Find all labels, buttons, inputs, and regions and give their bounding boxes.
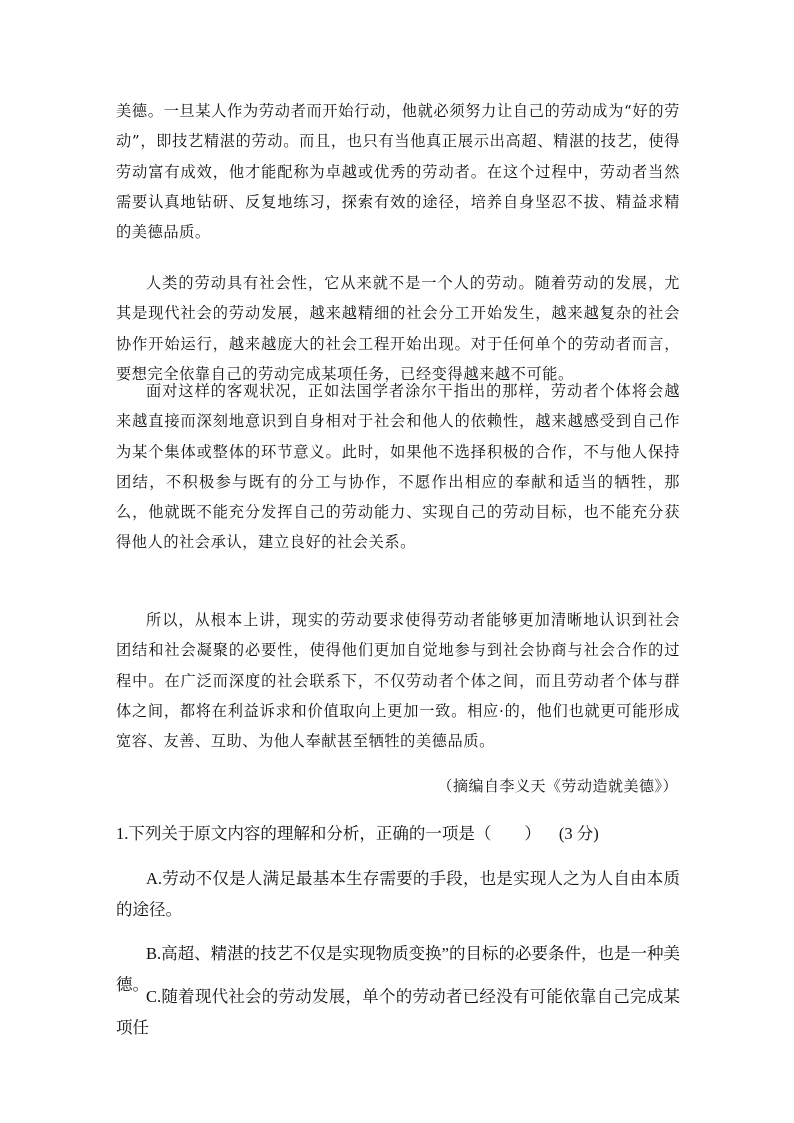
option-c: C.随着现代社会的劳动发展，单个的劳动者已经没有可能依靠自己完成某项任 bbox=[116, 987, 680, 1037]
passage-source: （摘编自李义天《劳动造就美德》） bbox=[437, 777, 678, 795]
passage-paragraph-4: 所以，从根本上讲，现实的劳动要求使得劳动者能够更加清晰地认识到社会团结和社会凝聚的必要性，使得他们更加自觉地参与到社会协商与社会合作的过程中。在广泛而深度的社会联系下，不仅劳动者个体之间，而且劳动者个体与群体之间，都将在利益诉求和价值取向上更加一致。相应·的，他们也就更可能形成宽容、友善、互助、为他人奉献甚至牺牲的美德品质。 bbox=[116, 611, 680, 751]
option-b: B.高超、精湛的技艺不仅是实现物质变换”的目标的必要条件，也是一种美德。 bbox=[116, 944, 680, 994]
option-a: A.劳动不仅是人满足最基本生存需要的手段，也是实现人之为人自由本质的途径。 bbox=[116, 869, 680, 919]
passage-paragraph-3: 面对这样的客观状况，正如法国学者涂尔干指出的那样，劳动者个体将会越来越直接而深刻地意识到自身相对于社会和他人的依赖性，越来越感受到自己作为某个集体或整体的环节意义。此时，如果他不选择积极的合作，不与他人保持团结，不积极参与既有的分工与协作，不愿作出相应的奉献和适当的牺牲，那么，他就既不能充分发挥自己的劳动能力、实现自己的劳动目标，也不能充分获得他人的社会承认，建立良好的社会关系。 bbox=[116, 382, 680, 552]
passage-paragraph-2: 人类的劳动具有社会性，它从来就不是一个人的劳动。随着劳动的发展，尤其是现代社会的劳动发展，越来越精细的社会分工开始发生，越来越复杂的社会协作开始运行，越来越庞大的社会工程开始出现。对于任何单个的劳动者而言，要想完全依靠自己的劳动完成某项任务，已经变得越来越不可能。 bbox=[116, 274, 680, 383]
question-stem: 1.下列关于原文内容的理解和分析，正确的一项是（ ） bbox=[116, 824, 541, 843]
question-stem-line bbox=[116, 820, 599, 844]
question-score: (3 分) bbox=[558, 824, 599, 843]
passage-paragraph-1: 美德。一旦某人作为劳动者而开始行动，他就必须努力让自己的劳动成为“好的劳动”，即技艺精湛的劳动。而且，也只有当他真正展示出高超、精湛的技艺，使得劳动富有成效，他才能配称为卓越或优秀的劳动者。在这个过程中，劳动者当然需要认真地钻研、反复地练习，探索有效的途径，培养自身坚忍不拔、精益求精的美德品质。 bbox=[116, 102, 680, 242]
